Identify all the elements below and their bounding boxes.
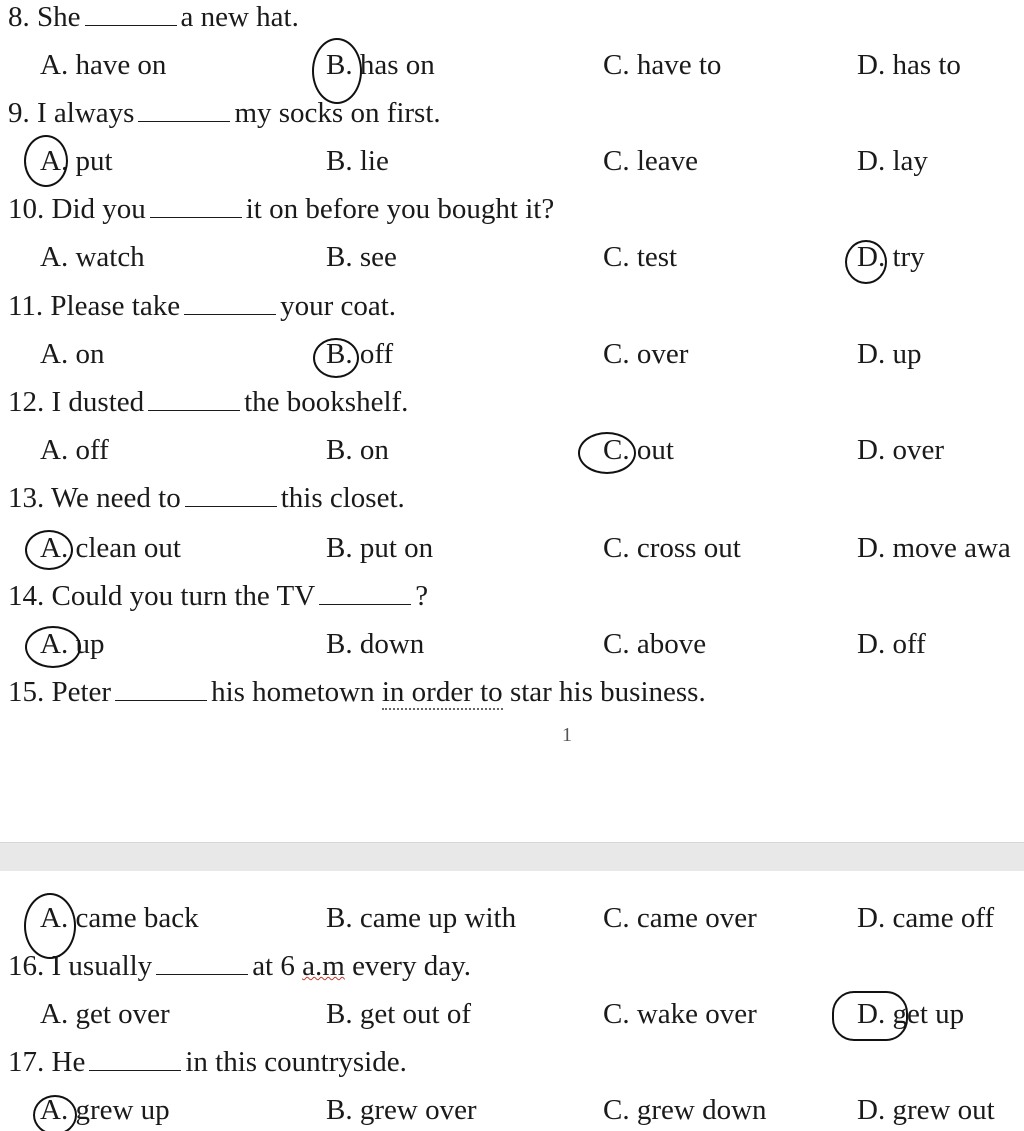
question-16 <box>0 942 1024 990</box>
option-b[interactable]: B. has on <box>326 49 435 81</box>
option-a[interactable]: A. clean out <box>40 532 181 564</box>
question-stem-end: a new hat. <box>180 1 299 33</box>
options-17 <box>0 1086 1024 1131</box>
option-d[interactable]: D. came off <box>857 902 995 934</box>
option-a[interactable]: A. get over <box>40 998 170 1030</box>
option-b[interactable]: B. on <box>326 434 389 466</box>
option-b[interactable]: B. put on <box>326 532 434 564</box>
option-d[interactable]: D. lay <box>857 145 928 177</box>
option-b[interactable]: B. get out of <box>326 998 471 1030</box>
options-15 <box>0 894 1024 942</box>
question-stem-end: his hometown <box>211 676 382 708</box>
options-12 <box>0 426 1024 474</box>
option-c[interactable]: C. over <box>603 338 689 370</box>
answer-circle-mark <box>313 338 359 378</box>
answer-blank <box>115 670 207 701</box>
answer-circle-mark <box>25 626 81 668</box>
option-a[interactable]: A. put <box>40 145 113 177</box>
answer-circle-mark <box>312 38 362 104</box>
option-d[interactable]: D. try <box>857 241 925 273</box>
option-c[interactable]: C. test <box>603 241 678 273</box>
option-b[interactable]: B. see <box>326 241 397 273</box>
answer-circle-mark <box>832 991 908 1041</box>
option-b[interactable]: B. lie <box>326 145 389 177</box>
option-b[interactable]: B. off <box>326 338 394 370</box>
option-a[interactable]: A. up <box>40 628 105 660</box>
answer-circle-mark <box>845 240 887 284</box>
question-stem-end: my socks on first. <box>234 97 441 129</box>
option-b[interactable]: B. grew over <box>326 1094 477 1126</box>
option-c[interactable]: C. cross out <box>603 532 741 564</box>
option-a[interactable]: A. watch <box>40 241 145 273</box>
answer-circle-mark <box>24 893 76 959</box>
options-9 <box>0 137 1024 185</box>
answer-blank <box>319 574 411 605</box>
question-stem: 8. She <box>8 1 81 33</box>
option-c[interactable]: C. leave <box>603 145 699 177</box>
question-stem-mid: at 6 <box>252 950 303 982</box>
question-stem: 13. We need to <box>8 482 181 514</box>
option-b[interactable]: B. came up with <box>326 902 517 934</box>
answer-blank <box>156 944 248 975</box>
options-8 <box>0 41 1024 89</box>
option-c[interactable]: C. above <box>603 628 707 660</box>
option-a[interactable]: A. have on <box>40 49 167 81</box>
answer-blank <box>150 187 242 218</box>
question-stem-end: it on before you bought it? <box>245 193 555 225</box>
option-d[interactable]: D. has to <box>857 49 961 81</box>
document-page-2 <box>0 871 1024 1131</box>
answer-circle-mark <box>578 432 636 474</box>
question-9 <box>0 89 1024 137</box>
question-15 <box>0 668 1024 716</box>
option-d[interactable]: D. up <box>857 338 922 370</box>
question-stem: 14. Could you turn the TV <box>8 580 316 612</box>
option-d[interactable]: D. get up <box>857 998 965 1030</box>
dotted-phrase: in order to <box>381 676 503 708</box>
option-d[interactable]: D. over <box>857 434 944 466</box>
options-11 <box>0 330 1024 378</box>
question-stem-end: ? <box>415 580 429 612</box>
question-stem: 11. Please take <box>8 290 181 322</box>
question-stem: 15. Peter <box>8 676 112 708</box>
page-number: 1 <box>562 724 572 746</box>
spellcheck-word: a.m <box>302 950 345 982</box>
page-break-gap <box>0 842 1024 872</box>
option-a[interactable]: A. came back <box>40 902 199 934</box>
options-14 <box>0 620 1024 668</box>
option-d[interactable]: D. off <box>857 628 926 660</box>
question-stem: 17. He <box>8 1046 86 1078</box>
answer-blank <box>184 284 276 315</box>
question-17 <box>0 1038 1024 1086</box>
question-8 <box>0 0 1024 41</box>
answer-circle-mark <box>24 135 68 187</box>
option-a[interactable]: A. off <box>40 434 109 466</box>
question-13 <box>0 474 1024 522</box>
answer-blank <box>185 476 277 507</box>
question-11 <box>0 282 1024 330</box>
option-d[interactable]: D. grew out <box>857 1094 995 1126</box>
question-stem: 10. Did you <box>8 193 146 225</box>
question-12 <box>0 378 1024 426</box>
question-stem: 16. I usually <box>8 950 153 982</box>
question-stem-end: every day. <box>344 950 471 982</box>
option-a[interactable]: A. on <box>40 338 105 370</box>
answer-circle-mark <box>25 530 73 570</box>
question-stem-end: this closet. <box>280 482 405 514</box>
question-14 <box>0 572 1024 620</box>
option-b[interactable]: B. down <box>326 628 425 660</box>
question-stem: 9. I always <box>8 97 135 129</box>
answer-blank <box>138 91 230 122</box>
question-stem-end: the bookshelf. <box>244 386 409 418</box>
option-d[interactable]: D. move awa <box>857 532 1011 564</box>
option-a[interactable]: A. grew up <box>40 1094 170 1126</box>
option-c[interactable]: C. came over <box>603 902 757 934</box>
option-c[interactable]: C. out <box>603 434 674 466</box>
answer-circle-mark <box>33 1095 77 1131</box>
question-stem: 12. I dusted <box>8 386 145 418</box>
question-stem-tail: star his business. <box>502 676 706 708</box>
answer-blank <box>85 0 177 26</box>
question-10 <box>0 185 1024 233</box>
options-13 <box>0 524 1024 572</box>
answer-blank <box>89 1040 181 1071</box>
option-c[interactable]: C. have to <box>603 49 722 81</box>
question-stem-end: your coat. <box>280 290 397 322</box>
question-stem-end: in this countryside. <box>185 1046 407 1078</box>
option-c[interactable]: C. grew down <box>603 1094 767 1126</box>
answer-blank <box>148 380 240 411</box>
option-c[interactable]: C. wake over <box>603 998 757 1030</box>
